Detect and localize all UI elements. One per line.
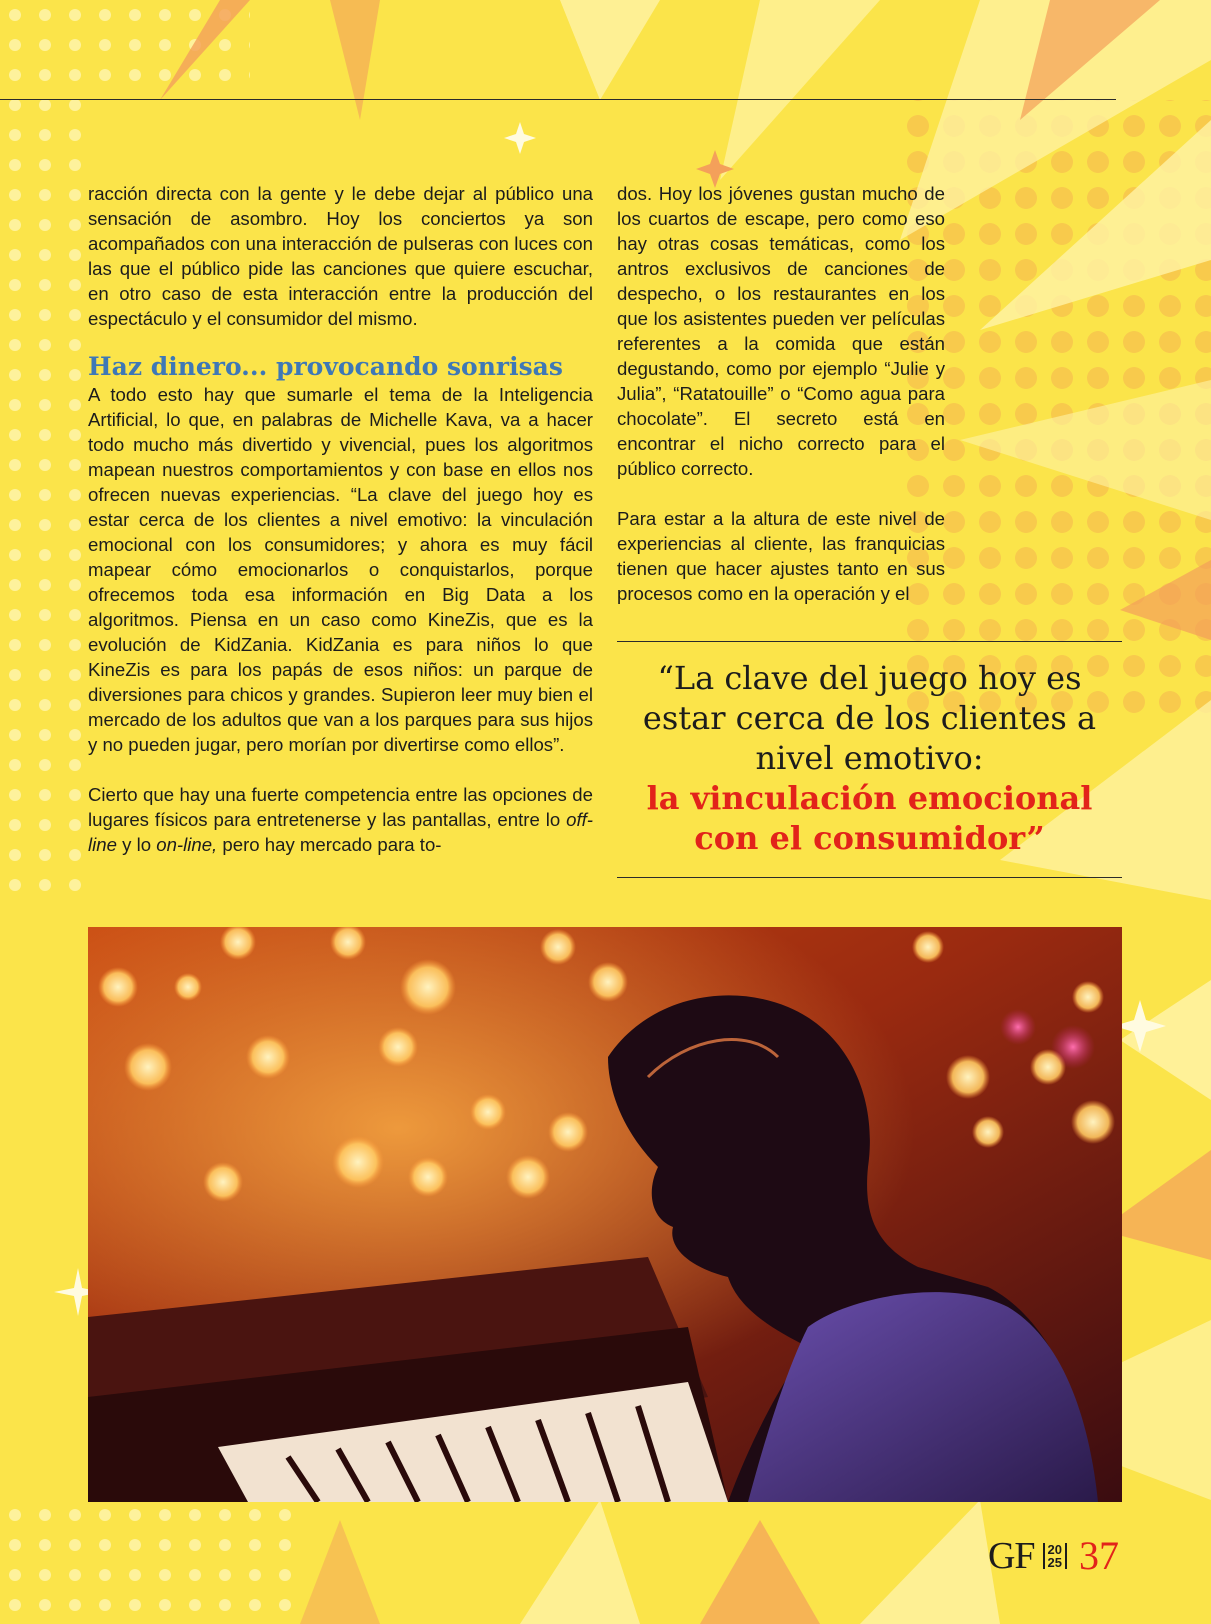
quote-bottom-rule	[617, 877, 1122, 878]
emphasis-offline: off-line	[88, 809, 593, 855]
paragraph: A todo esto hay que sumarle el tema de la Inteligencia Artificial, lo que, en palabras de Michelle Kava, va a hacer todo mucho más divertido y vivencial, pues los algoritmos mapean nuestros comportamientos y con base en ellos nos ofrecen nuevas experiencias. “La clave del juego hoy es estar cerca de los clientes a nivel emotivo: la vinculación emocional con los consumidores; y ahora es muy fácil mapear cómo emocionarlos o conquistarlos, porque ofrecemos toda esa información en Big Data a los algoritmos. Piensa en un caso como KineZis, que es la evolución de KidZania. KidZania es para niños lo que KineZis es para los papás de esos niños: un parque de diversiones para chicos y grandes. Supieron leer muy bien el mercado de los adultos que van a los parques para sus hijos y no pueden jugar, pero morían por divertirse como ellos”.	[88, 384, 593, 755]
emphasis-online: on-line,	[156, 834, 218, 855]
paragraph-text: Cierto que hay una fuerte competencia entre las opciones de lugares físicos para entretenerse y las pantallas, entre lo	[88, 784, 593, 830]
page-footer	[987, 1533, 1119, 1578]
article-column-right	[617, 181, 945, 606]
paragraph-text: pero hay mercado para to-	[217, 834, 442, 855]
edition-year	[1043, 1543, 1067, 1569]
pull-quote-highlight: la vinculación emocional con el consumidor”	[646, 779, 1093, 857]
section-heading: Haz dinero... provocando sonrisas	[88, 352, 563, 381]
magazine-logo: GF	[987, 1535, 1035, 1577]
paragraph	[88, 782, 593, 857]
quote-top-rule	[617, 641, 1122, 642]
year-top: 20	[1047, 1542, 1062, 1557]
paragraph-text: y lo	[116, 834, 157, 855]
top-rule	[0, 99, 1116, 100]
paragraph: Para estar a la altura de este nivel de experiencias al cliente, las franquicias tienen que hacer ajustes tanto en sus procesos como en la operación y el	[617, 508, 945, 604]
paragraph: racción directa con la gente y le debe dejar al público una sensación de asombro. Hoy los conciertos ya son acompañados con una interacción de pulseras con luces con las que el público pide las canciones que quiere escuchar, en otro caso de esta interacción entre la producción del espectáculo y el consumidor del mismo.	[88, 183, 593, 329]
article-column-left	[88, 181, 593, 857]
paragraph: dos. Hoy los jóvenes gustan mucho de los cuartos de escape, pero como eso hay otras cosas temáticas, como los antros exclusivos de canciones de despecho, o los restaurantes en los que los asistentes pueden ver películas referentes a la comida que están degustando, como por ejemplo “Julie y Julia”, “Ratatouille” o “Como agua para chocolate”. El secreto está en encontrar el nicho correcto para el público correcto.	[617, 183, 945, 479]
pull-quote	[617, 658, 1122, 858]
year-bottom: 25	[1047, 1555, 1062, 1570]
pull-quote-text: “La clave del juego hoy es estar cerca de los clientes a nivel emotivo:	[642, 659, 1097, 777]
page-number: 37	[1079, 1533, 1119, 1578]
pianist-photo	[88, 927, 1122, 1502]
